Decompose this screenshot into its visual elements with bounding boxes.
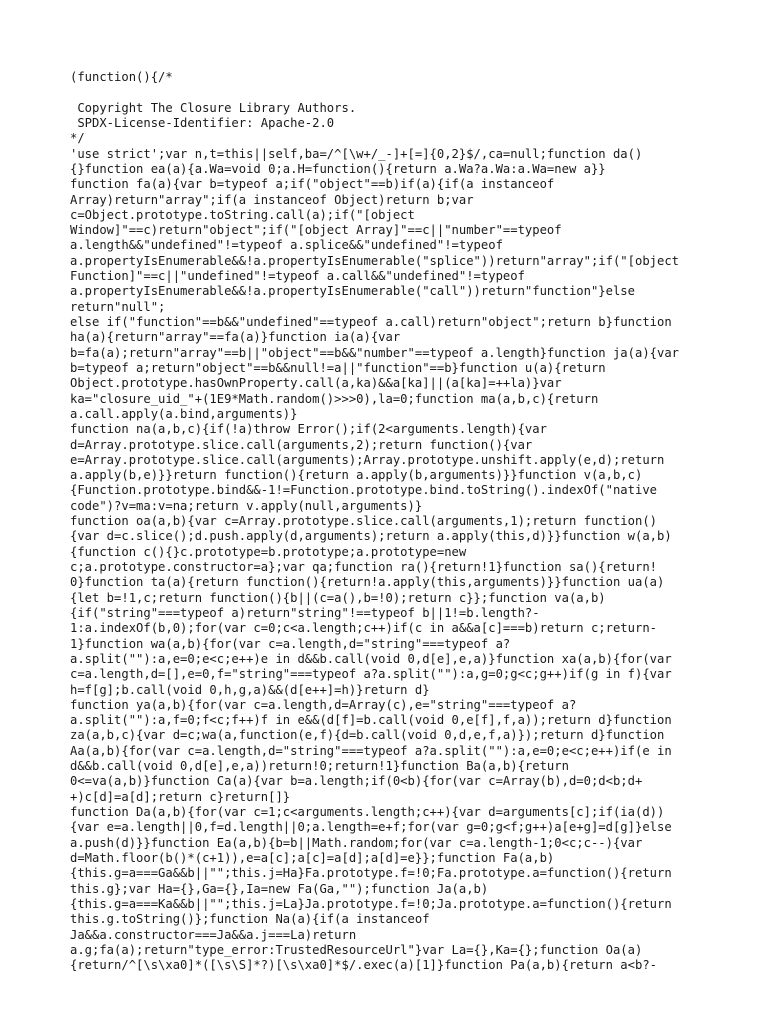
document-page xyxy=(70,70,760,973)
source-code-text: (function(){/* Copyright The Closure Library Authors. SPDX-License-Identifier: Apache-2.0 */ 'use strict';var n,t=this||self,ba=/^[\w+/_-]+[=]{0,2}$/,ca=null;function da() {}function ea(a){a.Wa=void 0;a.H=function(){return a.Wa?a.Wa:a.Wa=new a}} function fa(a){var b=typeof a;if("object"==b)if(a){if(a instanceof Array)return"array";if(a instanceof Object)return b;var c=Object.prototype.toString.call(a);if("[object Window]"==c)return"object";if("[object Array]"==c||"number"==typeof a.length&&"undefined"!=typeof a.splice&&"undefined"!=typeof a.propertyIsEnumerable&&!a.propertyIsEnumerable("splice"))return"array";if("[object Function]"==c||"undefined"!=typeof a.call&&"undefined"!=typeof a.propertyIsEnumerable&&!a.propertyIsEnumerable("call"))return"function"}else return"null"; else if("function"==b&&"undefined"==typeof a.call)return"object";return b}function ha(a){return"array"==fa(a)}function ia(a){var b=fa(a);return"array"==b||"object"==b&&"number"==typeof a.length}function ja(a){var b=typeof a;return"object"==b&&null!=a||"function"==b}function u(a){return Object.prototype.hasOwnProperty.call(a,ka)&&a[ka]||(a[ka]=++la)}var ka="closure_uid_"+(1E9*Math.random()>>>0),la=0;function ma(a,b,c){return a.call.apply(a.bind,arguments)} function na(a,b,c){if(!a)throw Error();if(2<arguments.length){var d=Array.prototype.slice.call(arguments,2);return function(){var e=Array.prototype.slice.call(arguments);Array.prototype.unshift.apply(e,d);return a.apply(b,e)}}return function(){return a.apply(b,arguments)}}function v(a,b,c) {Function.prototype.bind&&-1!=Function.prototype.bind.toString().indexOf("native code")?v=ma:v=na;return v.apply(null,arguments)} function oa(a,b){var c=Array.prototype.slice.call(arguments,1);return function() {var d=c.slice();d.push.apply(d,arguments);return a.apply(this,d)}}function w(a,b) {function c(){}c.prototype=b.prototype;a.prototype=new c;a.prototype.constructor=a};var qa;function ra(){return!1}function sa(){return! 0}function ta(a){return function(){return!a.apply(this,arguments)}}function ua(a) {let b=!1,c;return function(){b||(c=a(),b=!0);return c}};function va(a,b) {if("string"===typeof a)return"string"!==typeof b||1!=b.length?- 1:a.indexOf(b,0);for(var c=0;c<a.length;c++)if(c in a&&a[c]===b)return c;return- 1}function wa(a,b){for(var c=a.length,d="string"===typeof a? a.split(""):a,e=0;e<c;e++)e in d&&b.call(void 0,d[e],e,a)}function xa(a,b){for(var c=a.length,d=[],e=0,f="string"===typeof a?a.split(""):a,g=0;g<c;g++)if(g in f){var h=f[g];b.call(void 0,h,g,a)&&(d[e++]=h)}return d} function ya(a,b){for(var c=a.length,d=Array(c),e="string"===typeof a? a.split(""):a,f=0;f<c;f++)f in e&&(d[f]=b.call(void 0,e[f],f,a));return d}function za(a,b,c){var d=c;wa(a,function(e,f){d=b.call(void 0,d,e,f,a)});return d}function Aa(a,b){for(var c=a.length,d="string"===typeof a?a.split(""):a,e=0;e<c;e++)if(e in d&&b.call(void 0,d[e],e,a))return!0;return!1}function Ba(a,b){return 0<=va(a,b)}function Ca(a){var b=a.length;if(0<b){for(var c=Array(b),d=0;d<b;d+ +)c[d]=a[d];return c}return[]} function Da(a,b){for(var c=1;c<arguments.length;c++){var d=arguments[c];if(ia(d)) {var e=a.length||0,f=d.length||0;a.length=e+f;for(var g=0;g<f;g++)a[e+g]=d[g]}else a.push(d)}}function Ea(a,b){b=b||Math.random;for(var c=a.length-1;0<c;c--){var d=Math.floor(b()*(c+1)),e=a[c];a[c]=a[d];a[d]=e}};function Fa(a,b) {this.g=a===Ga&&b||"";this.j=Ha}Fa.prototype.f=!0;Fa.prototype.a=function(){return this.g};var Ha={},Ga={},Ia=new Fa(Ga,"");function Ja(a,b) {this.g=a===Ka&&b||"";this.j=La}Ja.prototype.f=!0;Ja.prototype.a=function(){return this.g.toString()};function Na(a){if(a instanceof Ja&&a.constructor===Ja&&a.j===La)return a.g;fa(a);return"type_error:TrustedResourceUrl"}var La={},Ka={};function Oa(a) {return/^[\s\xa0]*([\s\S]*?)[\s\xa0]*$/.exec(a)[1]}function Pa(a,b){return a<b?- xyxy=(70,70,680,973)
